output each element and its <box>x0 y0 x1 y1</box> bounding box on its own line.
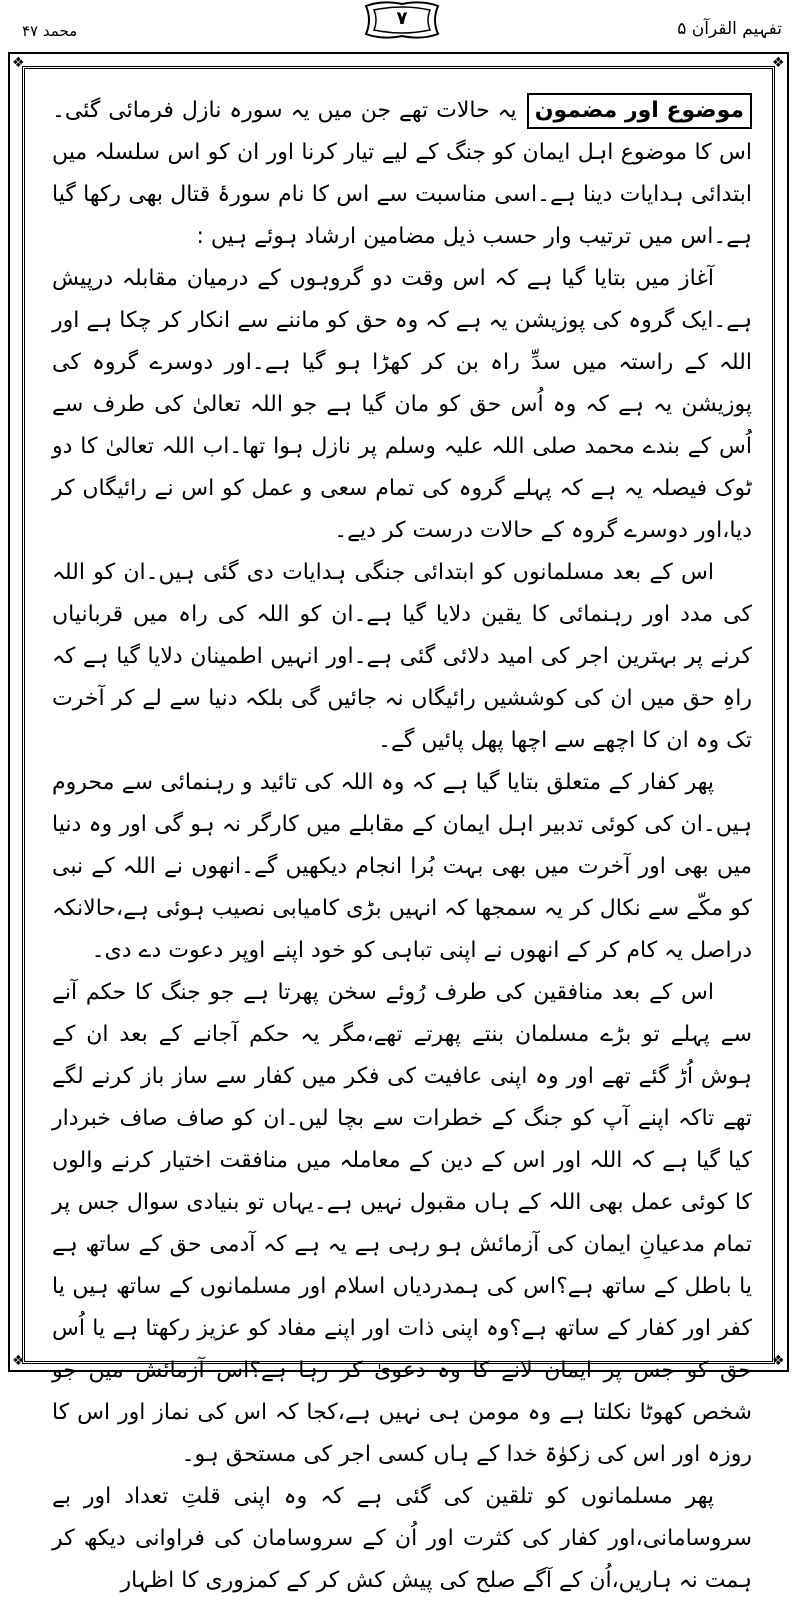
running-header <box>0 0 800 60</box>
section-heading: موضوع اور مضمون <box>527 93 752 129</box>
body-text <box>52 90 752 1602</box>
chapter-number: ۷ <box>396 8 408 29</box>
corner-ornament-icon: ❖ <box>772 55 785 71</box>
chapter-ornament <box>362 0 442 40</box>
corner-ornament-icon: ❖ <box>772 1353 785 1369</box>
paragraph: پھر مسلمانوں کو تلقین کی گئی ہے کہ وہ اپنی قلتِ تعداد اور بے سروسامانی،اور کفار کی کثرت اور اُن کے سروسامان کی فراوانی دیکھ کر ہمت نہ ہاریں،اُن کے آگے صلح کی پیش کش کر کے کمزوری کا اظہار <box>52 1484 752 1593</box>
paragraph: اس کے بعد منافقین کی طرف رُوئے سخن پھرتا ہے جو جنگ کا حکم آنے سے پہلے تو بڑے مسلمان بنتے پھرتے تھے،مگر یہ حکم آجانے کے بعد ان کے ہوش اُڑ گئے تھے اور وہ اپنی عافیت کی فکر میں کفار سے ساز باز کرنے لگے تھے تاکہ اپنے آپ کو جنگ کے خطرات سے بچا لیں۔ان کو صاف صاف خبردار کیا گیا ہے کہ اللہ اور اس کے دین کے معاملہ میں منافقت اختیار کرنے والوں کا کوئی عمل بھی اللہ کے ہاں مقبول نہیں ہے۔یہاں تو بنیادی سوال جس پر تمام مدعیانِ ایمان کی آزمائش ہو رہی ہے یہ ہے کہ آدمی حق کے ساتھ ہے یا باطل کے ساتھ ہے؟اس کی ہمدردیاں اسلام اور مسلمانوں کے ساتھ ہیں یا کفر اور کفار کے ساتھ ہے؟وہ اپنی ذات اور اپنے مفاد کو عزیز رکھتا ہے یا اُس حق کو جس پر ایمان لانے کا وہ دعویٰ کر رہا ہے؟اس آزمائش میں جو شخص کھوٹا نکلتا ہے وہ مومن ہی نہیں ہے،کجا کہ اس کی نماز اور اس کا روزہ اور اس کی زکوٰۃ خدا کے ہاں کسی اجر کی مستحق ہو۔ <box>52 980 752 1467</box>
paragraph: آغاز میں بتایا گیا ہے کہ اس وقت دو گروہوں کے درمیان مقابلہ درپیش ہے۔ایک گروہ کی پوزیشن یہ ہے کہ وہ حق کو ماننے سے انکار کر چکا ہے اور اللہ کے راستہ میں سدِّ راہ بن کر کھڑا ہو گیا ہے۔اور دوسرے گروہ کی پوزیشن یہ ہے کہ وہ اُس حق کو مان گیا ہے جو اللہ تعالیٰ کی طرف سے اُس کے بندے محمد صلی اللہ علیہ وسلم پر نازل ہوا تھا۔اب اللہ تعالیٰ کا دو ٹوک فیصلہ یہ ہے کہ پہلے گروہ کی تمام سعی و عمل کو اس نے رائیگاں کر دیا،اور دوسرے گروہ کے حالات درست کر دیے۔ <box>52 266 752 543</box>
paragraph: پھر کفار کے متعلق بتایا گیا ہے کہ وہ اللہ کی تائید و رہنمائی سے محروم ہیں۔ان کی کوئی تدبیر اہل ایمان کے مقابلے میں کارگر نہ ہو گی اور وہ دنیا میں بھی اور آخرت میں بھی بہت بُرا انجام دیکھیں گے۔انھوں نے اللہ کے نبی کو مکّے سے نکال کر یہ سمجھا کہ انہیں بڑی کامیابی نصیب ہوئی ہے،حالانکہ دراصل یہ کام کر کے انھوں نے اپنی تباہی کو خود اپنے اوپر دعوت دے دی۔ <box>52 770 752 963</box>
paragraph: اس کے بعد مسلمانوں کو ابتدائی جنگی ہدایات دی گئی ہیں۔ان کو اللہ کی مدد اور رہنمائی کا یقین دلایا گیا ہے۔ان کو اللہ کی راہ میں قربانیاں کرنے پر بہترین اجر کی امید دلائی گئی ہے۔اور انہیں اطمینان دلایا گیا ہے کہ راہِ حق میں ان کی کوششیں رائیگاں نہ جائیں گی بلکہ دنیا سے لے کر آخرت تک وہ ان کا اچھے سے اچھا پھل پائیں گے۔ <box>52 560 752 753</box>
paragraph-text: یہ حالات تھے جن میں یہ سورہ نازل فرمائی گئی۔اس کا موضوع اہل ایمان کو جنگ کے لیے تیار کرنا اور ان کو اس سلسلہ میں ابتدائی ہدایات دینا ہے۔اسی مناسبت سے اس کا نام سورۂ قتال بھی رکھا گیا ہے۔اس میں ترتیب وار حسب ذیل مضامین ارشاد ہوئے ہیں : <box>52 98 752 249</box>
running-title: تفہیم القرآن ۵ <box>677 19 782 39</box>
corner-ornament-icon: ❖ <box>12 55 25 71</box>
corner-ornament-icon: ❖ <box>12 1353 25 1369</box>
page-label: محمد ۴۷ <box>22 22 78 40</box>
paragraph <box>52 90 752 258</box>
